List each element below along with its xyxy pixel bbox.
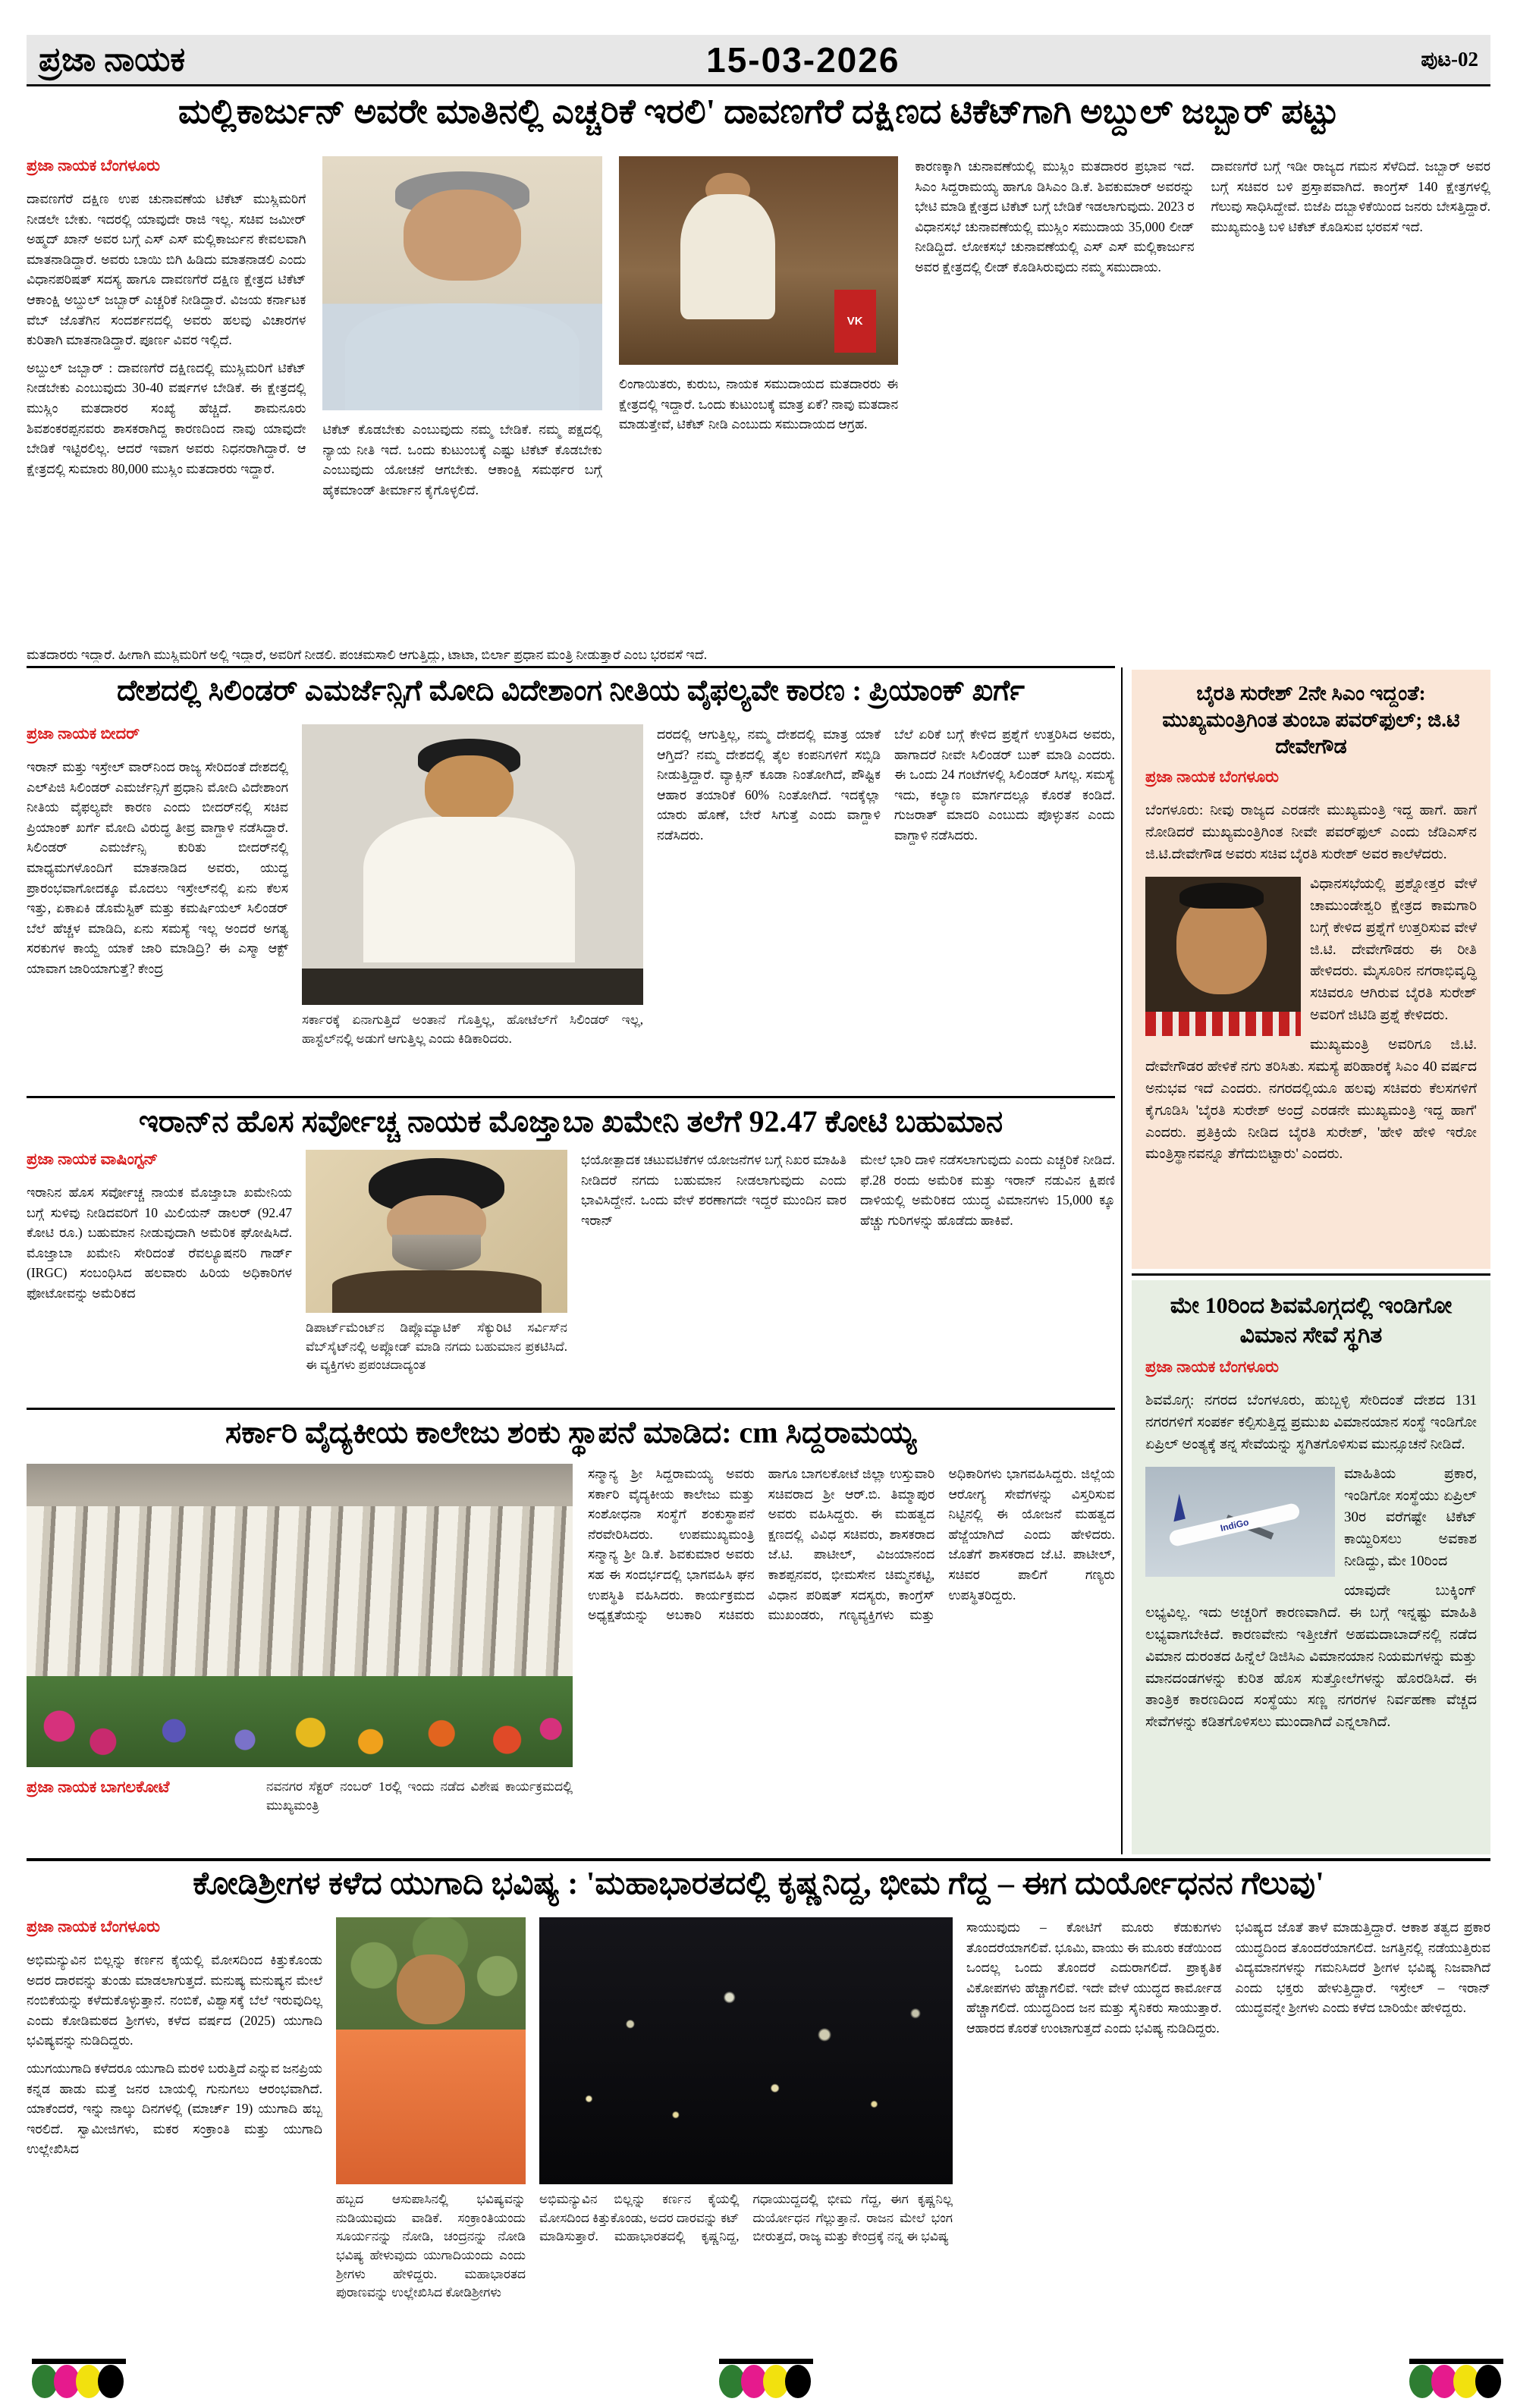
cylinder-article xyxy=(27,724,1115,1088)
yugadi-caption-1: ಹಬ್ಬದ ಆಸುಪಾಸಿನಲ್ಲಿ ಭವಿಷ್ಯವನ್ನು ನುಡಿಯುವುದು ವಾಡಿಕೆ. ಸಂಕ್ರಾಂತಿಯಂದು ಸೂರ್ಯನನ್ನು ನೋಡಿ, ಚಂದ್ರನನ್ನು ನೋಡಿ ಭವಿಷ್ಯ ಹೇಳುವುದು ಯುಗಾದಿಯಂದು ಎಂದು ಶ್ರೀಗಳು ಹೇಳಿದ್ದರು. ಮಹಾಭಾರತದ ಪುರಾಣವನ್ನು ಉಲ್ಲೇಖಿಸಿದ ಕೋಡಿಶ್ರೀಗಳು xyxy=(336,2192,526,2300)
lead-headline: ಮಲ್ಲಿಕಾರ್ಜುನ್ ಅವರೇ ಮಾತಿನಲ್ಲಿ ಎಚ್ಚರಿಕೆ ಇರಲಿ' ದಾವಣಗೆರೆ ದಕ್ಷಿಣದ ಟಿಕೆಟ್‌ಗಾಗಿ ಅಬ್ದುಲ್ ಜಬ್ಬಾರ್ ಪಟ್ಟು xyxy=(177,93,1340,130)
iran-para: ಇರಾನಿನ ಹೊಸ ಸರ್ವೋಚ್ಚ ನಾಯಕ ಮೊಜ್ತಾಬಾ ಖಮೇನಿಯ ಬಗ್ಗೆ ಸುಳಿವು ನೀಡಿದವರಿಗೆ 10 ಮಿಲಿಯನ್ ಡಾಲರ್ (92.47 ಕೋಟಿ ರೂ.) ಬಹುಮಾನ ನೀಡುವುದಾಗಿ ಅಮೆರಿಕ ಘೋಷಿಸಿದೆ. ಮೊಜ್ತಾಬಾ ಖಮೇನಿ ಸೇರಿದಂತೆ ರೆವಲ್ಯೂಷನರಿ ಗಾರ್ಡ್ (IRGC) ಸಂಬಂಧಿಸಿದ ಹಲವಾರು ಹಿರಿಯ ಅಧಿಕಾರಿಗಳ ಫೋಟೋವನ್ನು ಅಮೆರಿಕದ xyxy=(27,1185,292,1301)
divider xyxy=(27,1096,1115,1098)
divider xyxy=(27,1408,1115,1410)
masthead xyxy=(27,35,1490,86)
sidebar-indigo-article xyxy=(1132,1280,1490,1854)
registration-mark-left xyxy=(32,2359,126,2398)
indigo-para: ಮಾಹಿತಿಯ ಪ್ರಕಾರ, ಇಂಡಿಗೋ ಸಂಸ್ಥೆಯು ಏಪ್ರಿಲ್ 30ರ ವರೆಗಷ್ಟೇ ಟಿಕೆಟ್ ಕಾಯ್ದಿರಿಸಲು ಅವಕಾಶ ನೀಡಿದ್ದು, ಮೇ 10ರಿಂದ xyxy=(1344,1465,1477,1570)
cylinder-byline: ಪ್ರಜಾ ನಾಯಕ ಬೀದರ್ xyxy=(27,724,140,742)
iran-col-1 xyxy=(27,1150,292,1402)
yugadi-para: ಸಾಯುವುದು – ಕೋಟಿಗೆ ಮೂರು ಕೆಡುಕುಗಳು ತೊಂದರೆಯಾಗಲಿವೆ. ಭೂಮಿ, ವಾಯು ಈ ಮೂರು ಕಡೆಯಿಂದ ಒಂದಲ್ಲ ಒಂದು ತೊಂದರೆ ಎದುರಾಗಲಿದೆ. ಪ್ರಾಕೃತಿಕ ವಿಕೋಪಗಳು ಹೆಚ್ಚಾಗಲಿವೆ. ಇದೇ ವೇಳೆ ಯುದ್ಧದ ಕಾರ್ಮೋಡ ಹೆಚ್ಚಾಗಲಿದೆ. ಯುದ್ಧದಿಂದ ಜನ ಮತ್ತು ಸೈನಿಕರು ಸಾಯುತ್ತಾರೆ. ಆಹಾರದ ಕೊರತೆ ಉಂಟಾಗುತ್ತದೆ ಎಂದು ಭವಿಷ್ಯ ನುಡಿದಿದ್ದರು. xyxy=(966,1920,1222,2036)
yugadi-headline: ಕೋಡಿಶ್ರೀಗಳ ಕಳೆದ ಯುಗಾದಿ ಭವಿಷ್ಯ : 'ಮಹಾಭಾರತದಲ್ಲಿ ಕೃಷ್ಣನಿದ್ದ, ಭೀಮ ಗೆದ್ದ – ಈಗ ದುರ್ಯೋಧನನ ಗೆಲುವು' xyxy=(193,1866,1324,1901)
lead-para: ದಾವಣಗೆರೆ ಬಗ್ಗೆ ಇಡೀ ರಾಜ್ಯದ ಗಮನ ಸೆಳೆದಿದೆ. ಜಬ್ಬಾರ್ ಅವರ ಬಗ್ಗೆ ಸಚಿವರ ಬಳಿ ಪ್ರಸ್ತಾಪವಾಗಿದೆ. ಕಾಂಗ್ರೆಸ್ 140 ಕ್ಷೇತ್ರಗಳಲ್ಲಿ ಗೆಲುವು ಸಾಧಿಸಿದ್ದೇವೆ. ಬಿಜೆಪಿ ದಬ್ಬಾಳಿಕೆಯಿಂದ ಜನರು ಬೇಸತ್ತಿದ್ದಾರೆ. ಮುಖ್ಯಮಂತ್ರಿ ಬಳಿ ಟಿಕೆಟ್ ಕೊಡಿಸುವ ಭರವಸೆ ಇದೆ. xyxy=(1211,159,1490,234)
iran-col-4 xyxy=(860,1150,1115,1402)
indigo-para: ಶಿವಮೊಗ್ಗ: ನಗರದ ಬೆಂಗಳೂರು, ಹುಬ್ಬಳ್ಳಿ ಸೇರಿದಂತೆ ದೇಶದ 131 ನಗರಗಳಿಗೆ ಸಂಪರ್ಕ ಕಲ್ಪಿಸುತ್ತಿದ್ದ ಪ್ರಮುಖ ವಿಮಾನಯಾನ ಸಂಸ್ಥೆ ಇಂಡಿಗೋ ಏಪ್ರಿಲ್ ಅಂತ್ಯಕ್ಕೆ ತನ್ನ ಸೇವೆಯನ್ನು ಸ್ಥಗಿತಗೊಳಿಸುವ ಮುನ್ಸೂಚನೆ ನೀಡಿದೆ. xyxy=(1145,1392,1477,1452)
cylinder-col-3 xyxy=(657,724,881,1088)
iran-para: ಮೇಲೆ ಭಾರಿ ದಾಳಿ ನಡೆಸಲಾಗುವುದು ಎಂದು ಎಚ್ಚರಿಕೆ ನೀಡಿದೆ. ಫೆ.28 ರಂದು ಅಮೆರಿಕ ಮತ್ತು ಇರಾನ್ ನಡುವಿನ ಕ್ಷಿಪಣಿ ದಾಳಿಯಲ್ಲಿ ಅಮೆರಿಕದ ಯುದ್ಧ ವಿಮಾನಗಳು 15,000 ಕ್ಕೂ ಹೆಚ್ಚು ಗುರಿಗಳನ್ನು ಹೊಡೆದು ಹಾಕಿವೆ. xyxy=(860,1152,1115,1228)
lead-col-5 xyxy=(1211,156,1490,643)
iran-byline: ಪ್ರಜಾ ನಾಯಕ ವಾಷಿಂಗ್ಟನ್ xyxy=(27,1150,159,1168)
edition-date: 15-03-2026 xyxy=(706,39,900,80)
lead-article xyxy=(27,156,1490,643)
cylinder-headline: ದೇಶದಲ್ಲಿ ಸಿಲಿಂಡರ್ ಎಮರ್ಜೆನ್ಸಿಗೆ ಮೋದಿ ವಿದೇಶಾಂಗ ನೀತಿಯ ವೈಫಲ್ಯವೇ ಕಾರಣ : ಪ್ರಿಯಾಂಕ್ ಖರ್ಗೆ xyxy=(117,675,1025,707)
lead-para: ಕಾರಣಕ್ಕಾಗಿ ಚುನಾವಣೆಯಲ್ಲಿ ಮುಸ್ಲಿಂ ಮತದಾರರ ಪ್ರಭಾವ ಇದೆ. ಸಿಎಂ ಸಿದ್ದರಾಮಯ್ಯ ಹಾಗೂ ಡಿಸಿಎಂ ಡಿ.ಕೆ. ಶಿವಕುಮಾರ್ ಅವರನ್ನು ಭೇಟಿ ಮಾಡಿ ಕ್ಷೇತ್ರದ ಟಿಕೆಟ್ ಬಗ್ಗೆ ಬೇಡಿಕೆ ಇಡಲಾಗುವುದು. 2023 ರ ವಿಧಾನಸಭೆ ಚುನಾವಣೆಯಲ್ಲಿ ಮುಸ್ಲಿಂ ಸಮುದಾಯ 35,000 ಲೀಡ್ ನೀಡಿದ್ದಿದೆ. ಲೋಕಸಭೆ ಚುನಾವಣೆಯಲ್ಲಿ ಎಸ್ ಎಸ್ ಮಲ್ಲಿಕಾರ್ಜುನ ಅವರ ಕ್ಷೇತ್ರದಲ್ಲಿ ಲೀಡ್ ಕೊಡಿಸಿರುವುದು ನಮ್ಮ ಸಮುದಾಯ. xyxy=(915,159,1195,275)
photo-indigo-plane xyxy=(1145,1467,1335,1577)
registration-mark-center xyxy=(719,2359,813,2398)
cm-article xyxy=(27,1464,1115,1852)
flower-row xyxy=(27,1676,573,1767)
photo-swami xyxy=(336,1917,526,2184)
sidebar-byrathi-article xyxy=(1132,670,1490,1269)
byrathi-para: ವಿಧಾನಸಭೆಯಲ್ಲಿ ಪ್ರಶ್ನೋತ್ತರ ವೇಳೆ ಚಾಮುಂಡೇಶ್ವರಿ ಕ್ಷೇತ್ರದ ಕಾಮಗಾರಿ ಬಗ್ಗೆ ಕೇಳಿದ ಪ್ರಶ್ನೆಗೆ ಉತ್ತರಿಸುವ ವೇಳೆ ಜಿ.ಟಿ. ದೇವೇಗೌಡರು ಈ ರೀತಿ ಹೇಳಿದರು. ಮೈಸೂರಿನ ನಗರಾಭಿವೃದ್ಧಿ ಸಚಿವರೂ ಆಗಿರುವ ಬೈರತಿ ಸುರೇಶ್ ಅವರಿಗೆ ಜಿಟಿಡಿ ಪ್ರಶ್ನೆ ಕೇಳಿದರು. xyxy=(1310,875,1477,1024)
indigo-byline: ಪ್ರಜಾ ನಾಯಕ ಬೆಂಗಳೂರು xyxy=(1145,1358,1279,1376)
lead-col-2 xyxy=(322,156,601,643)
indigo-logo: IndiGo xyxy=(1168,1502,1301,1548)
divider xyxy=(27,666,1115,668)
cylinder-para: ಇರಾನ್ ಮತ್ತು ಇಸ್ರೇಲ್ ವಾರ್‌ನಿಂದ ರಾಜ್ಯ ಸೇರಿದಂತೆ ದೇಶದಲ್ಲಿ ಎಲ್‌ಪಿಜಿ ಸಿಲಿಂಡರ್ ಎಮರ್ಜೆನ್ಸಿಗೆ ಪ್ರಧಾನಿ ಮೋದಿ ವಿದೇಶಾಂಗ ನೀತಿಯ ವೈಫಲ್ಯವೇ ಕಾರಣ ಎಂದು ಬೀದರ್‌ನಲ್ಲಿ ಸಚಿವ ಪ್ರಿಯಾಂಕ್ ಖರ್ಗೆ ಮೋದಿ ವಿರುದ್ಧ ತೀವ್ರ ವಾಗ್ದಾಳಿ ನಡೆಸಿದ್ದಾರೆ. ಸಿಲಿಂಡರ್ ಎಮರ್ಜೆನ್ಸಿ ಕುರಿತು ಬೀದರ್‌ನಲ್ಲಿ ಮಾಧ್ಯಮಗಳೊಂದಿಗೆ ಮಾತನಾಡಿದ ಅವರು, ಯುದ್ಧ ಪ್ರಾರಂಭವಾಗೋದಕ್ಕೂ ಮೊದಲು ಇಸ್ರೇಲ್‌ನಲ್ಲಿ ಏನು ಕೆಲಸ ಇತ್ತು, ಏಕಾಏಕಿ ಡೊಮೆಸ್ಟಿಕ್ ಮತ್ತು ಕಮರ್ಷಿಯಲ್ ಸಿಲಿಂಡರ್ ಬೆಲೆ ಹೆಚ್ಚಳ ಮಾಡಿದಿ, ಏನು ಸಮಸ್ಯೆ ಇಲ್ಲ ಅಂದರೆ ಅಗತ್ಯ ಸರಕುಗಳ ಕಾಯ್ದೆ ಯಾಕೆ ಜಾರಿ ಮಾಡಿದ್ರಿ? ಈ ಎಸ್ಮಾ ಆಕ್ಟ್ ಯಾವಾಗ ಜಾರಿಯಾಗುತ್ತೆ? ಕೇಂದ್ರ xyxy=(27,759,288,976)
iran-photo-caption: ಡಿಪಾರ್ಟ್‌ಮೆಂಟ್‌ನ ಡಿಪ್ಲೊಮ್ಯಾಟಿಕ್ ಸೆಕ್ಯುರಿಟಿ ಸರ್ವಿಸ್‌ನ ವೆಬ್‌ಸೈಟ್‌ನಲ್ಲಿ ಅಪ್ಲೋಡ್ ಮಾಡಿ ನಗದು ಬಹುಮಾನ ಪ್ರಕಟಿಸಿದೆ. ಈ ವ್ಯಕ್ತಿಗಳು ಪ್ರಪಂಚದಾದ್ಯಂತ xyxy=(306,1320,567,1373)
iran-col-3 xyxy=(581,1150,846,1402)
lead-para: ದಾವಣಗೆರೆ ದಕ್ಷಿಣ ಉಪ ಚುನಾವಣೆಯ ಟಿಕೆಟ್ ಮುಸ್ಲಿಮರಿಗೆ ನೀಡಲೇ ಬೇಕು. ಇದರಲ್ಲಿ ಯಾವುದೇ ರಾಜಿ ಇಲ್ಲ. ಸಚಿವ ಜಮೀರ್ ಅಹ್ಮದ್ ಖಾನ್ ಅವರ ಬಗ್ಗೆ ಎಸ್ ಎಸ್ ಮಲ್ಲಿಕಾರ್ಜುನ ಕೇವಲವಾಗಿ ಮಾತನಾಡಿದ್ದಾರೆ. ಅವರು ಬಾಯಿ ಬಿಗಿ ಹಿಡಿದು ಮಾತನಾಡಲಿ ಎಂದು ವಿಧಾನಪರಿಷತ್ ಸದಸ್ಯ ಹಾಗೂ ದಾವಣಗೆರೆ ದಕ್ಷಿಣ ಕ್ಷೇತ್ರದ ಟಿಕೆಟ್ ಆಕಾಂಕ್ಷಿ ಅಬ್ದುಲ್ ಜಬ್ಬಾರ್ ಎಚ್ಚರಿಕೆ ನೀಡಿದ್ದಾರೆ. ವಿಜಯ ಕರ್ನಾಟಕ ವೆಬ್ ಜೊತೆಗಿನ ಸಂದರ್ಶನದಲ್ಲಿ ಅವರು ಹಲವು ವಿಚಾರಗಳ ಕುರಿತಾಗಿ ಮಾತನಾಡಿದ್ದಾರೆ. ಪೂರ್ಣ ವಿವರ ಇಲ್ಲಿದೆ. xyxy=(27,191,306,348)
yugadi-col-1 xyxy=(27,1917,322,2347)
photo-mallikarjun-portrait xyxy=(322,156,601,410)
lead-byline: ಪ್ರಜಾ ನಾಯಕ ಬೆಂಗಳೂರು xyxy=(27,156,160,174)
vk-mic-logo: VK xyxy=(834,290,876,353)
cm-byline: ಪ್ರಜಾ ನಾಯಕ ಬಾಗಲಕೋಟೆ xyxy=(27,1778,170,1796)
cm-photo-column xyxy=(27,1464,573,1852)
newspaper-title: ಪ್ರಜಾ ನಾಯಕ xyxy=(39,41,186,78)
column-rule xyxy=(1121,667,1123,1854)
photo-byrathi-suresh xyxy=(1145,877,1301,1036)
lead-col-1 xyxy=(27,156,306,643)
yugadi-para: ಅಭಿಮನ್ಯುವಿನ ಬಿಲ್ಲನ್ನು ಕರ್ಣನ ಕೈಯಲ್ಲಿ ಮೋಸದಿಂದ ಕಿತ್ತುಕೊಂಡು ಅದರ ದಾರವನ್ನು ತುಂಡು ಮಾಡಲಾಗುತ್ತದೆ. ಮನುಷ್ಯ ಮನುಷ್ಯನ ಮೇಲೆ ನಂಬಿಕೆಯನ್ನು ಕಳೆದುಕೊಳ್ಳುತ್ತಾನೆ. ನಂಬಿಕೆ, ವಿಶ್ವಾಸಕ್ಕೆ ಬೆಲೆ ಇರುವುದಿಲ್ಲ ಎಂದು ಕೋಡಿಮಠದ ಶ್ರೀಗಳು, ಕಳೆದ ವರ್ಷದ (2025) ಯುಗಾದಿ ಭವಿಷ್ಯವನ್ನು ನುಡಿದಿದ್ದರು. xyxy=(27,1952,322,2049)
photo-night-cityscape xyxy=(539,1917,953,2184)
cylinder-para: ಬೆಲೆ ಏರಿಕೆ ಬಗ್ಗೆ ಕೇಳಿದ ಪ್ರಶ್ನೆಗೆ ಉತ್ತರಿಸಿದ ಅವರು, ಹಾಗಾದರೆ ನೀವೇ ಸಿಲಿಂಡರ್ ಬುಕ್ ಮಾಡಿ ಎಂದರು. ಈ ಒಂದು 24 ಗಂಟೆಗಳಲ್ಲಿ ಸಿಲಿಂಡರ್ ಸಿಗಲ್ಲ. ಸಮಸ್ಯೆ ಇದು, ಕಲ್ಯಾಣ ಮಾರ್ಗದಲ್ಲೂ ಕೊರತೆ ಕಂಡಿದೆ. ಗುಜರಾತ್ ಮಾದರಿ ಎಂಬುದು ಪೊಳ್ಳುತನ ಎಂದು ವಾಗ್ದಾಳಿ ನಡೆಸಿದರು. xyxy=(894,727,1115,843)
divider xyxy=(27,1858,1490,1861)
photo-assembly-speech xyxy=(619,156,898,365)
iran-para: ಭಯೋತ್ಪಾದಕ ಚಟುವಟಿಕೆಗಳ ಯೋಜನೆಗಳ ಬಗ್ಗೆ ನಿಖರ ಮಾಹಿತಿ ನೀಡಿದರೆ ನಗದು ಬಹುಮಾನ ನೀಡಲಾಗುವುದು ಎಂದು ಭಾವಿಸಿದ್ದೇನೆ. ಒಂದು ವೇಳೆ ಶರಣಾಗದೇ ಇದ್ದರೆ ಮುಂದಿನ ವಾರ ಇರಾನ್ xyxy=(581,1152,846,1228)
yugadi-city-column xyxy=(539,1917,953,2347)
byrathi-para: ಬೆಂಗಳೂರು: ನೀವು ರಾಜ್ಯದ ಎರಡನೇ ಮುಖ್ಯಮಂತ್ರಿ ಇದ್ದ ಹಾಗೆ. ಹಾಗೆ ನೋಡಿದರೆ ಮುಖ್ಯಮಂತ್ರಿಗಿಂತ ನೀವೇ ಪವರ್‌ಫುಲ್ ಎಂದು ಜೆಡಿಎಸ್‌ನ ಜಿ.ಟಿ.ದೇವೇಗೌಡ ಅವರು ಸಚಿವ ಬೈರತಿ ಸುರೇಶ್ ಅವರ ಕಾಲೆಳೆದರು. xyxy=(1145,802,1477,863)
lead-col-3 xyxy=(619,156,898,643)
page-number: ಪುಟ-02 xyxy=(1421,47,1478,71)
lead-col-4 xyxy=(915,156,1194,643)
byrathi-para: ಮುಖ್ಯಮಂತ್ರಿ ಅವರಿಗೂ ಜಿ.ಟಿ. ದೇವೇಗೌಡರ ಹೇಳಿಕೆ ನಗು ತರಿಸಿತು. ಸಮಸ್ಯೆ ಪರಿಹಾರಕ್ಕೆ ಸಿಎಂ 40 ವರ್ಷದ ಅನುಭವ ಇದೆ ಎಂದರು. ನಗರದಲ್ಲಿಯೂ ಹಲವು ಸಚಿವರು ಕೆಲಸಗಳಿಗೆ ಕೈಗೂಡಿಸಿ 'ಬೈರತಿ ಸುರೇಶ್ ಅಂದ್ರೆ ಎರಡನೇ ಮುಖ್ಯಮಂತ್ರಿ ಇದ್ದ ಹಾಗೆ' ಎಂದರು. ಪ್ರತಿಕ್ರಿಯೆ ನೀಡಿದ ಬೈರತಿ ಸುರೇಶ್, 'ಹೇಳಿ ಹೇಳಿ ಇರೋ ಮಂತ್ರಿಸ್ಥಾನವನ್ನೂ ತೆಗೆದುಬಿಟ್ಟಾರು' ಎಂದರು. xyxy=(1145,1037,1477,1163)
iran-photo-column xyxy=(306,1150,567,1402)
cm-headline: ಸರ್ಕಾರಿ ವೈದ್ಯಕೀಯ ಕಾಲೇಜು ಶಂಕು ಸ್ಥಾಪನೆ ಮಾಡಿದ: cm ಸಿದ್ದರಾಮಯ್ಯ xyxy=(225,1415,917,1449)
byrathi-headline: ಬೈರತಿ ಸುರೇಶ್ 2ನೇ ಸಿಎಂ ಇದ್ದಂತೆ: ಮುಖ್ಯಮಂತ್ರಿಗಿಂತ ತುಂಬಾ ಪವರ್‌ಫುಲ್; ಜಿ.ಟಿ ದೇವೇಗೌಡ xyxy=(1162,682,1460,758)
cylinder-para: ದರದಲ್ಲಿ ಆಗುತ್ತಿಲ್ಲ, ನಮ್ಮ ದೇಶದಲ್ಲಿ ಮಾತ್ರ ಯಾಕೆ ಆಗ್ತಿದೆ? ನಮ್ಮ ದೇಶದಲ್ಲಿ ತೈಲ ಕಂಪನಿಗಳಿಗೆ ಸಬ್ಸಿಡಿ ನೀಡುತ್ತಿದ್ದಾರೆ. ವ್ಯಾಕ್ಸಿನ್ ಕೂಡಾ ನಿಂತೋಗಿದೆ, ಪೌಷ್ಟಿಕ ಆಹಾರ ತಯಾರಿಕೆ 60% ನಿಂತೋಗಿದೆ. ಇದಕ್ಕೆಲ್ಲಾ ಯಾರು ಹೊಣೆ, ಬೇರೆ ಸಿಗುತ್ತೆ ಎಂದು ವಾಗ್ದಾಳಿ ನಡೆಸಿದರು. xyxy=(657,727,881,843)
divider xyxy=(1132,1273,1490,1276)
iran-headline: ಇರಾನ್‌ನ ಹೊಸ ಸರ್ವೋಚ್ಚ ನಾಯಕ ಮೊಜ್ತಾಬಾ ಖಮೇನಿ ತಲೆಗೆ 92.47 ಕೋಟಿ ಬಹುಮಾನ xyxy=(138,1104,1003,1138)
cylinder-photo-caption: ಸರ್ಕಾರಕ್ಕೆ ಏನಾಗುತ್ತಿದೆ ಅಂತಾನೆ ಗೊತ್ತಿಲ್ಲ, ಹೋಟೆಲ್‌ಗೆ ಸಿಲಿಂಡರ್ ಇಲ್ಲ, ಹಾಸ್ಟೆಲ್‌ನಲ್ಲಿ ಅಡುಗೆ ಆಗುತ್ತಿಲ್ಲ ಎಂದು ಕಿಡಿಕಾರಿದರು. xyxy=(302,1012,643,1046)
yugadi-right-columns xyxy=(966,1917,1490,2347)
cylinder-photo-column xyxy=(302,724,643,1088)
photo-khamenei-cleric xyxy=(306,1150,567,1313)
photo-priyank-kharge xyxy=(302,724,643,1005)
lead-para: ಟಿಕೆಟ್ ಕೊಡಬೇಕು ಎಂಬುವುದು ನಮ್ಮ ಬೇಡಿಕೆ. ನಮ್ಮ ಪಕ್ಷದಲ್ಲಿ ನ್ಯಾಯ ನೀತಿ ಇದೆ. ಒಂದು ಕುಟುಂಬಕ್ಕೆ ಎಷ್ಟು ಟಿಕೆಟ್ ಕೊಡಬೇಕು ಎಂಬುವುದು ಯೋಚನೆ ಆಗಬೇಕು. ಆಕಾಂಕ್ಷಿ ಸಮರ್ಥರ ಬಗ್ಗೆ ಹೈಕಮಾಂಡ್ ತೀರ್ಮಾನ ಕೈಗೊಳ್ಳಲಿದೆ. xyxy=(322,422,602,498)
indigo-para: ಯಾವುದೇ ಬುಕ್ಕಿಂಗ್ ಲಭ್ಯವಿಲ್ಲ. ಇದು ಅಚ್ಚರಿಗೆ ಕಾರಣವಾಗಿದೆ. ಈ ಬಗ್ಗೆ ಇನ್ನಷ್ಟು ಮಾಹಿತಿ ಲಭ್ಯವಾಗಬೇಕಿದೆ. ಕಾರಣವೇನು ಇತ್ತೀಚೆಗೆ ಅಹಮದಾಬಾದ್‌ನಲ್ಲಿ ನಡೆದ ವಿಮಾನ ದುರಂತದ ಹಿನ್ನೆಲೆ ಡಿಜಿಸಿಎ ವಿಮಾನಯಾನ ನಿಯಮಗಳನ್ನು ಮತ್ತು ಮಾನದಂಡಗಳನ್ನು ಕುರಿತ ಹೊಸ ಸುತ್ತೋಲೆಗಳನ್ನು ಹೊರಡಿಸಿದೆ. ಈ ತಾಂತ್ರಿಕ ಕಾರಣದಿಂದ ಸಂಸ್ಥೆಯು ಸಣ್ಣ ನಗರಗಳ ನಿರ್ವಹಣಾ ವೆಚ್ಚದ ಸೇವೆಗಳನ್ನು ಕಡಿತಗೊಳಿಸಲು ಮುಂದಾಗಿದೆ ಎನ್ನಲಾಗಿದೆ. xyxy=(1145,1583,1477,1731)
cylinder-col-4 xyxy=(894,724,1115,1088)
cylinder-col-1 xyxy=(27,724,288,1088)
yugadi-para: ಯುಗಯುಗಾದಿ ಕಳೆದರೂ ಯುಗಾದಿ ಮರಳಿ ಬರುತ್ತಿದೆ ಎನ್ನುವ ಜನಪ್ರಿಯ ಕನ್ನಡ ಹಾಡು ಮತ್ತೆ ಜನರ ಬಾಯಲ್ಲಿ ಗುನುಗಲು ಆರಂಭವಾಗಿದೆ. ಯಾಕೆಂದರೆ, ಇನ್ನು ನಾಲ್ಕು ದಿನಗಳಲ್ಲಿ (ಮಾರ್ಚ್ 19) ಯುಗಾದಿ ಹಬ್ಬ ಇರಲಿದೆ. ಸ್ವಾಮೀಜಿಗಳು, ಮಕರ ಸಂಕ್ರಾಂತಿ ಮತ್ತು ಯುಗಾದಿ ಉಲ್ಲೇಖಿಸಿದ xyxy=(27,2060,322,2157)
cm-body-columns: ಸನ್ಮಾನ್ಯ ಶ್ರೀ ಸಿದ್ದರಾಮಯ್ಯ ಅವರು ಸರ್ಕಾರಿ ವೈದ್ಯಕೀಯ ಕಾಲೇಜು ಮತ್ತು ಸಂಶೋಧನಾ ಸಂಸ್ಥೆಗೆ ಶಂಕುಸ್ಥಾಪನೆ ನೆರವೇರಿಸಿದರು. ಉಪಮುಖ್ಯಮಂತ್ರಿ ಸನ್ಮಾನ್ಯ ಶ್ರೀ ಡಿ.ಕೆ. ಶಿವಕುಮಾರ ಅವರು ಸಹ ಈ ಸಂದರ್ಭದಲ್ಲಿ ಭಾಗವಹಿಸಿ ಘನ ಉಪಸ್ಥಿತಿ ವಹಿಸಿದರು. ಕಾರ್ಯಕ್ರಮದ ಅಧ್ಯಕ್ಷತೆಯನ್ನು ಅಬಕಾರಿ ಸಚಿವರು ಹಾಗೂ ಬಾಗಲಕೋಟೆ ಜಿಲ್ಲಾ ಉಸ್ತುವಾರಿ ಸಚಿವರಾದ ಶ್ರೀ ಆರ್.ಬಿ. ತಿಮ್ಮಾಪುರ ಅವರು ವಹಿಸಿದ್ದರು. ಈ ಮಹತ್ವದ ಕ್ಷಣದಲ್ಲಿ ವಿವಿಧ ಸಚಿವರು, ಶಾಸಕರಾದ ಜೆ.ಟಿ. ಪಾಟೀಲ್, ವಿಜಯಾನಂದ ಕಾಶಪ್ಪನವರ, ಭೀಮಸೇನ ಚಿಮ್ಮನಕಟ್ಟಿ, ವಿಧಾನ ಪರಿಷತ್ ಸದಸ್ಯರು, ಕಾಂಗ್ರೆಸ್ ಮುಖಂಡರು, ಗಣ್ಯವ್ಯಕ್ತಿಗಳು ಮತ್ತು ಅಧಿಕಾರಿಗಳು ಭಾಗವಹಿಸಿದ್ದರು. ಜಿಲ್ಲೆಯ ಆರೋಗ್ಯ ಸೇವೆಗಳನ್ನು ವಿಸ್ತರಿಸುವ ನಿಟ್ಟಿನಲ್ಲಿ ಈ ಯೋಜನೆ ಮಹತ್ವದ ಹೆಜ್ಜೆಯಾಗಿದೆ ಎಂದು ಹೇಳಿದರು. ಜೊತೆಗೆ ಶಾಸಕರಾದ ಜೆ.ಟಿ. ಪಾಟೀಲ್, ಸಚಿವರ ಪಾಲಿಗೆ ಗಣ್ಯರು ಉಪಸ್ಥಿತರಿದ್ದರು. xyxy=(588,1466,1115,1623)
yugadi-caption-2: ಅಭಿಮನ್ಯುವಿನ ಬಿಲ್ಲನ್ನು ಕರ್ಣನ ಕೈಯಲ್ಲಿ ಮೋಸದಿಂದ ಕಿತ್ತುಕೊಂಡು, ಅದರ ದಾರವನ್ನು ಕಟ್ ಮಾಡಿಸುತ್ತಾರೆ. ಮಹಾಭಾರತದಲ್ಲಿ ಕೃಷ್ಣನಿದ್ದ, ಗಧಾಯುದ್ದದಲ್ಲಿ ಭೀಮ ಗೆದ್ದ, ಈಗ ಕೃಷ್ಣನಿಲ್ಲ ದುರ್ಯೋಧನ ಗೆಲ್ಲುತ್ತಾನೆ. ರಾಜನ ಮೇಲೆ ಭಂಗ ಬೀರುತ್ತದೆ, ರಾಜ್ಯ ಮತ್ತು ಕೇಂದ್ರಕ್ಕೆ ನನ್ನ ಈ ಭವಿಷ್ಯ xyxy=(539,2192,953,2244)
byrathi-byline: ಪ್ರಜಾ ನಾಯಕ ಬೆಂಗಳೂರು xyxy=(1145,768,1279,786)
lead-last-line: ಮತದಾರರು ಇದ್ದಾರೆ. ಹೀಗಾಗಿ ಮುಸ್ಲಿಮರಿಗೆ ಅಲ್ಲಿ ಇದ್ದಾರೆ, ಅವರಿಗೆ ನೀಡಲಿ. ಪಂಚಮಸಾಲಿ ಆಗುತ್ತಿದ್ದು, ಟಾಟಾ, ಬಿರ್ಲಾ ಪ್ರಧಾನ ಮಂತ್ರಿ ನೀಡುತ್ತಾರೆ ಎಂಬ ಭರವಸೆ ಇದೆ. xyxy=(27,647,708,662)
photo-cm-foundation-ceremony xyxy=(27,1464,573,1767)
yugadi-article xyxy=(27,1917,1490,2347)
yugadi-para: ಭವಿಷ್ಯದ ಜೊತೆ ತಾಳೆ ಮಾಡುತ್ತಿದ್ದಾರೆ. ಆಕಾಶ ತತ್ವದ ಪ್ರಕಾರ ಯುದ್ಧದಿಂದ ತೊಂದರೆಯಾಗಲಿದೆ. ಜಗತ್ತಿನಲ್ಲಿ ನಡೆಯುತ್ತಿರುವ ವಿದ್ಯಮಾನಗಳನ್ನು ಗಮನಿಸಿದರೆ ಶ್ರೀಗಳ ಭವಿಷ್ಯ ನಿಜವಾಗಿದೆ ಎಂದು ಭಕ್ತರು ಹೇಳುತ್ತಿದ್ದಾರೆ. ಇಸ್ರೇಲ್ – ಇರಾನ್ ಯುದ್ಧವನ್ನೇ ಶ್ರೀಗಳು ಎಂದು ಕಳೆದ ಬಾರಿಯೇ ಹೇಳಿದ್ದರು. xyxy=(1235,1920,1490,2016)
yugadi-byline: ಪ್ರಜಾ ನಾಯಕ ಬೆಂಗಳೂರು xyxy=(27,1917,160,1936)
yugadi-swami-column xyxy=(336,1917,526,2347)
registration-mark-right xyxy=(1409,2359,1503,2398)
indigo-headline: ಮೇ 10ರಿಂದ ಶಿವಮೊಗ್ಗದಲ್ಲಿ ಇಂಡಿಗೋ ವಿಮಾನ ಸೇವೆ ಸ್ಥಗಿತ xyxy=(1170,1293,1453,1348)
lead-para: ಲಿಂಗಾಯಿತರು, ಕುರುಬ, ನಾಯಕ ಸಮುದಾಯದ ಮತದಾರರು ಈ ಕ್ಷೇತ್ರದಲ್ಲಿ ಇದ್ದಾರೆ. ಒಂದು ಕುಟುಂಬಕ್ಕೆ ಮಾತ್ರ ಏಕೆ? ನಾವು ಮತದಾನ ಮಾಡುತ್ತೇವೆ, ಟಿಕೆಟ್ ನೀಡಿ ಎಂಬುದು ಸಮುದಾಯದ ಆಗ್ರಹ. xyxy=(618,376,899,432)
cm-photo-caption: ನವನಗರ ಸೆಕ್ಟರ್ ನಂಬರ್ 1ರಲ್ಲಿ ಇಂದು ನಡೆದ ವಿಶೇಷ ಕಾರ್ಯಕ್ರಮದಲ್ಲಿ ಮುಖ್ಯಮಂತ್ರಿ xyxy=(266,1779,573,1813)
lead-para: ಅಬ್ದುಲ್ ಜಬ್ಬಾರ್ : ದಾವಣಗೆರೆ ದಕ್ಷಿಣದಲ್ಲಿ ಮುಸ್ಲಿಮರಿಗೆ ಟಿಕೆಟ್ ನೀಡಬೇಕು ಎಂಬುವುದು 30-40 ವರ್ಷಗಳ ಬೇಡಿಕೆ. ಈ ಕ್ಷೇತ್ರದಲ್ಲಿ ಮುಸ್ಲಿಂ ಮತದಾರರ ಸಂಖ್ಯೆ ಹೆಚ್ಚಿದೆ. ಶಾಮನೂರು ಶಿವಶಂಕರಪ್ಪನವರು ಶಾಸಕರಾಗಿದ್ದ ಕಾರಣದಿಂದ ನಾವು ಯಾವುದೇ ಬೇಡಿಕೆ ಇಟ್ಟಿರಲಿಲ್ಲ. ಆದರೆ ಇವಾಗ ಅವರು ನಿಧನರಾಗಿದ್ದಾರೆ. ಆ ಕ್ಷೇತ್ರದಲ್ಲಿ ಸುಮಾರು 80,000 ಮುಸ್ಲಿಂ ಮತದಾರರು ಇದ್ದಾರೆ. xyxy=(27,359,306,476)
iran-article xyxy=(27,1150,1115,1402)
